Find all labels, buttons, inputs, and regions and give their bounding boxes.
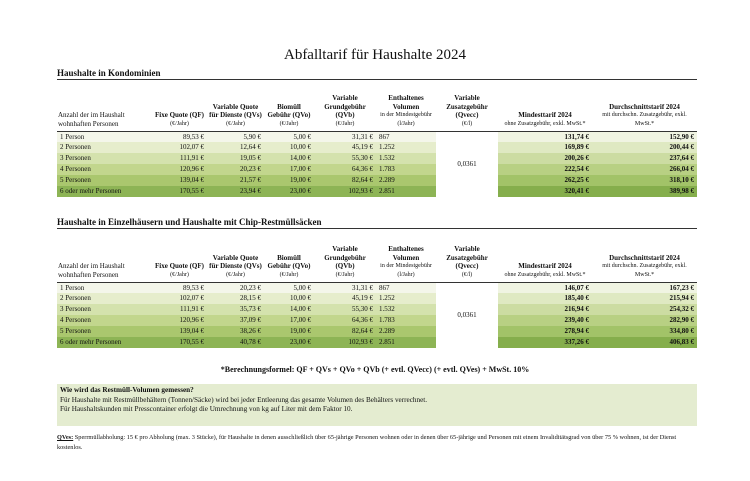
cell-qvb: 45,19 € [314, 293, 376, 304]
cell-avg-tariff: 389,98 € [592, 186, 697, 197]
cell-qvs: 35,73 € [207, 304, 264, 315]
cell-qvo: 23,00 € [264, 186, 314, 197]
cell-qvs: 20,23 € [207, 164, 264, 175]
cell-qvb: 82,64 € [314, 326, 376, 337]
cell-avg-tariff: 215,94 € [592, 293, 697, 304]
cell-avg-tariff: 254,32 € [592, 304, 697, 315]
cell-volume: 1.252 [376, 142, 436, 153]
table-row [57, 282, 697, 293]
cell-qf: 139,04 € [152, 326, 207, 337]
footnote-text: Sperrmüllabholung: 15 € pro Abholung (max. 3 Stücke), für Haushalte in denen ausschließlich über 65-jährige Personen wohnen oder in denen über 65-jährige und Personen mit einem Invaliditätsgrad von über 75 % wohnen, ist der Dienst kostenlos. [57, 434, 677, 451]
cell-volume: 2.289 [376, 175, 436, 186]
info-line: Für Haushalte mit Restmüllbehältern (Tonnen/Säcke) wird bei jeder Entleerung das gesamte Volumen des Behälters verrechnet. [60, 395, 428, 404]
volume-info-box [57, 384, 697, 426]
cell-qvs: 23,94 € [207, 186, 264, 197]
col-header-persons: Anzahl der im Haushalt wohnhaften Personen [58, 262, 125, 279]
cell-qvo: 19,00 € [264, 175, 314, 186]
col-header-qvb: Variable Grundgebühr (QVb) (€/Jahr) [324, 94, 366, 127]
cell-qf: 102,07 € [152, 293, 207, 304]
row-label: 3 Personen [57, 153, 152, 164]
cell-min-tariff: 216,94 € [498, 304, 592, 315]
table-row [57, 186, 697, 197]
col-header-qvecc: Variable Zusatzgebühr (Qvecc) (€/l) [446, 94, 488, 127]
cell-avg-tariff: 266,04 € [592, 164, 697, 175]
footnote-label: QVes: [57, 434, 74, 441]
cell-qf: 120,96 € [152, 164, 207, 175]
col-header-avg-tariff: Durchschnittstarif 2024 mit durchschn. Zusatzgebühr, exkl. MwSt.* [602, 253, 687, 278]
cell-min-tariff: 222,54 € [498, 164, 592, 175]
page-title: Abfalltarif für Haushalte 2024 [283, 47, 467, 63]
cell-qvs: 19,05 € [207, 153, 264, 164]
col-header-qvo: Biomüll Gebühr (QVo) (€/Jahr) [267, 102, 311, 127]
calculation-formula: *Berechnungsformel: QF + QVs + QVo + QVb (+ evtl. QVecc) (+ evtl. QVes) + MwSt. 10% [220, 365, 530, 374]
col-header-qvecc: Variable Zusatzgebühr (Qvecc) (€/l) [446, 245, 488, 278]
cell-qvb: 64,36 € [314, 164, 376, 175]
cell-qvo: 19,00 € [264, 326, 314, 337]
cell-volume: 2.851 [376, 186, 436, 197]
cell-qvb: 82,64 € [314, 175, 376, 186]
cell-qvo: 5,00 € [264, 131, 314, 142]
cell-qvecc: 0,0361 [436, 131, 498, 197]
col-header-qvo: Biomüll Gebühr (QVo) (€/Jahr) [267, 253, 311, 278]
row-label: 2 Personen [57, 293, 152, 304]
cell-qf: 89,53 € [152, 131, 207, 142]
tariff-table-kondominien [57, 80, 697, 197]
cell-min-tariff: 278,94 € [498, 326, 592, 337]
row-label: 5 Personen [57, 175, 152, 186]
table-row [57, 337, 697, 348]
cell-min-tariff: 239,40 € [498, 315, 592, 326]
table-row [57, 293, 697, 304]
row-label: 2 Personen [57, 142, 152, 153]
row-label: 6 oder mehr Personen [57, 186, 152, 197]
cell-min-tariff: 146,07 € [498, 282, 592, 293]
cell-qvb: 31,31 € [314, 131, 376, 142]
cell-qvo: 5,00 € [264, 282, 314, 293]
row-label: 4 Personen [57, 164, 152, 175]
table-row [57, 175, 697, 186]
cell-avg-tariff: 334,80 € [592, 326, 697, 337]
cell-volume: 1.252 [376, 293, 436, 304]
cell-qvb: 55,30 € [314, 304, 376, 315]
cell-min-tariff: 337,26 € [498, 337, 592, 348]
cell-qf: 111,91 € [152, 304, 207, 315]
cell-qf: 89,53 € [152, 282, 207, 293]
col-header-qf: Fixe Quote (QF) (€/Jahr) [155, 111, 204, 127]
cell-qf: 120,96 € [152, 315, 207, 326]
cell-qf: 139,04 € [152, 175, 207, 186]
cell-qvb: 31,31 € [314, 282, 376, 293]
cell-avg-tariff: 406,83 € [592, 337, 697, 348]
table-row [57, 326, 697, 337]
col-header-min-tariff: Mindesttarif 2024 ohne Zusatzgebühr, exkl. MwSt.* [504, 111, 586, 127]
cell-qvs: 5,90 € [207, 131, 264, 142]
cell-qvo: 23,00 € [264, 337, 314, 348]
cell-volume: 2.851 [376, 337, 436, 348]
section-title-kondominien: Haushalte in Kondominien [57, 68, 697, 80]
cell-qvs: 28,15 € [207, 293, 264, 304]
cell-qvb: 55,30 € [314, 153, 376, 164]
cell-qvb: 102,93 € [314, 337, 376, 348]
info-heading: Wie wird das Restmüll-Volumen gemessen? [60, 386, 194, 394]
col-header-qvs: Variable Quote für Dienste (QVs) (€/Jahr) [209, 102, 262, 127]
row-label: 4 Personen [57, 315, 152, 326]
cell-qf: 111,91 € [152, 153, 207, 164]
cell-avg-tariff: 237,64 € [592, 153, 697, 164]
col-header-volume: Enthaltenes Volumen in der Mindestgebühr (l/Jahr) [380, 245, 432, 278]
row-label: 3 Personen [57, 304, 152, 315]
cell-avg-tariff: 318,10 € [592, 175, 697, 186]
cell-qvo: 17,00 € [264, 164, 314, 175]
cell-min-tariff: 200,26 € [498, 153, 592, 164]
cell-qvs: 37,09 € [207, 315, 264, 326]
cell-qvb: 64,36 € [314, 315, 376, 326]
col-header-avg-tariff: Durchschnittstarif 2024 mit durchschn. Zusatzgebühr, exkl. MwSt.* [602, 102, 687, 127]
info-line: Für Haushaltskunden mit Presscontainer erfolgt die Umrechnung von kg auf Liter mit dem Faktor 10. [60, 405, 353, 414]
cell-qvs: 38,26 € [207, 326, 264, 337]
tariff-table-einzelhaeuser [57, 229, 697, 348]
cell-avg-tariff: 152,90 € [592, 131, 697, 142]
col-header-min-tariff: Mindesttarif 2024 ohne Zusatzgebühr, exkl. MwSt.* [504, 262, 586, 278]
cell-qf: 170,55 € [152, 337, 207, 348]
table-row [57, 153, 697, 164]
table-row [57, 164, 697, 175]
section-title-einzelhaeuser: Haushalte in Einzelhäusern und Haushalte mit Chip-Restmüllsäcken [57, 217, 697, 229]
cell-qvo: 10,00 € [264, 293, 314, 304]
row-label: 1 Person [57, 131, 152, 142]
cell-avg-tariff: 167,23 € [592, 282, 697, 293]
cell-qvs: 20,23 € [207, 282, 264, 293]
cell-qvo: 14,00 € [264, 153, 314, 164]
cell-min-tariff: 262,25 € [498, 175, 592, 186]
cell-qvb: 45,19 € [314, 142, 376, 153]
table-row [57, 315, 697, 326]
cell-volume: 1.532 [376, 153, 436, 164]
cell-qf: 170,55 € [152, 186, 207, 197]
col-header-persons: Anzahl der im Haushalt wohnhaften Personen [58, 111, 125, 128]
cell-qf: 102,07 € [152, 142, 207, 153]
cell-volume: 2.289 [376, 326, 436, 337]
footnote-qves [57, 433, 697, 452]
cell-qvo: 14,00 € [264, 304, 314, 315]
col-header-qf: Fixe Quote (QF) (€/Jahr) [155, 262, 204, 278]
cell-volume: 1.532 [376, 304, 436, 315]
cell-avg-tariff: 282,90 € [592, 315, 697, 326]
row-label: 5 Personen [57, 326, 152, 337]
col-header-volume: Enthaltenes Volumen in der Mindestgebühr (l/Jahr) [380, 94, 432, 127]
cell-qvb: 102,93 € [314, 186, 376, 197]
cell-volume: 1.783 [376, 164, 436, 175]
cell-min-tariff: 320,41 € [498, 186, 592, 197]
cell-volume: 1.783 [376, 315, 436, 326]
col-header-qvs: Variable Quote für Dienste (QVs) (€/Jahr) [209, 253, 262, 278]
table-row [57, 131, 697, 142]
cell-avg-tariff: 200,44 € [592, 142, 697, 153]
row-label: 1 Person [57, 282, 152, 293]
cell-qvo: 17,00 € [264, 315, 314, 326]
row-label: 6 oder mehr Personen [57, 337, 152, 348]
cell-min-tariff: 185,40 € [498, 293, 592, 304]
table-row [57, 304, 697, 315]
cell-qvecc: 0,0361 [436, 282, 498, 348]
cell-qvs: 40,78 € [207, 337, 264, 348]
cell-volume: 867 [376, 131, 436, 142]
cell-qvs: 12,64 € [207, 142, 264, 153]
table-row [57, 142, 697, 153]
cell-min-tariff: 131,74 € [498, 131, 592, 142]
cell-qvs: 21,57 € [207, 175, 264, 186]
cell-volume: 867 [376, 282, 436, 293]
col-header-qvb: Variable Grundgebühr (QVb) (€/Jahr) [324, 245, 366, 278]
cell-min-tariff: 169,89 € [498, 142, 592, 153]
cell-qvo: 10,00 € [264, 142, 314, 153]
